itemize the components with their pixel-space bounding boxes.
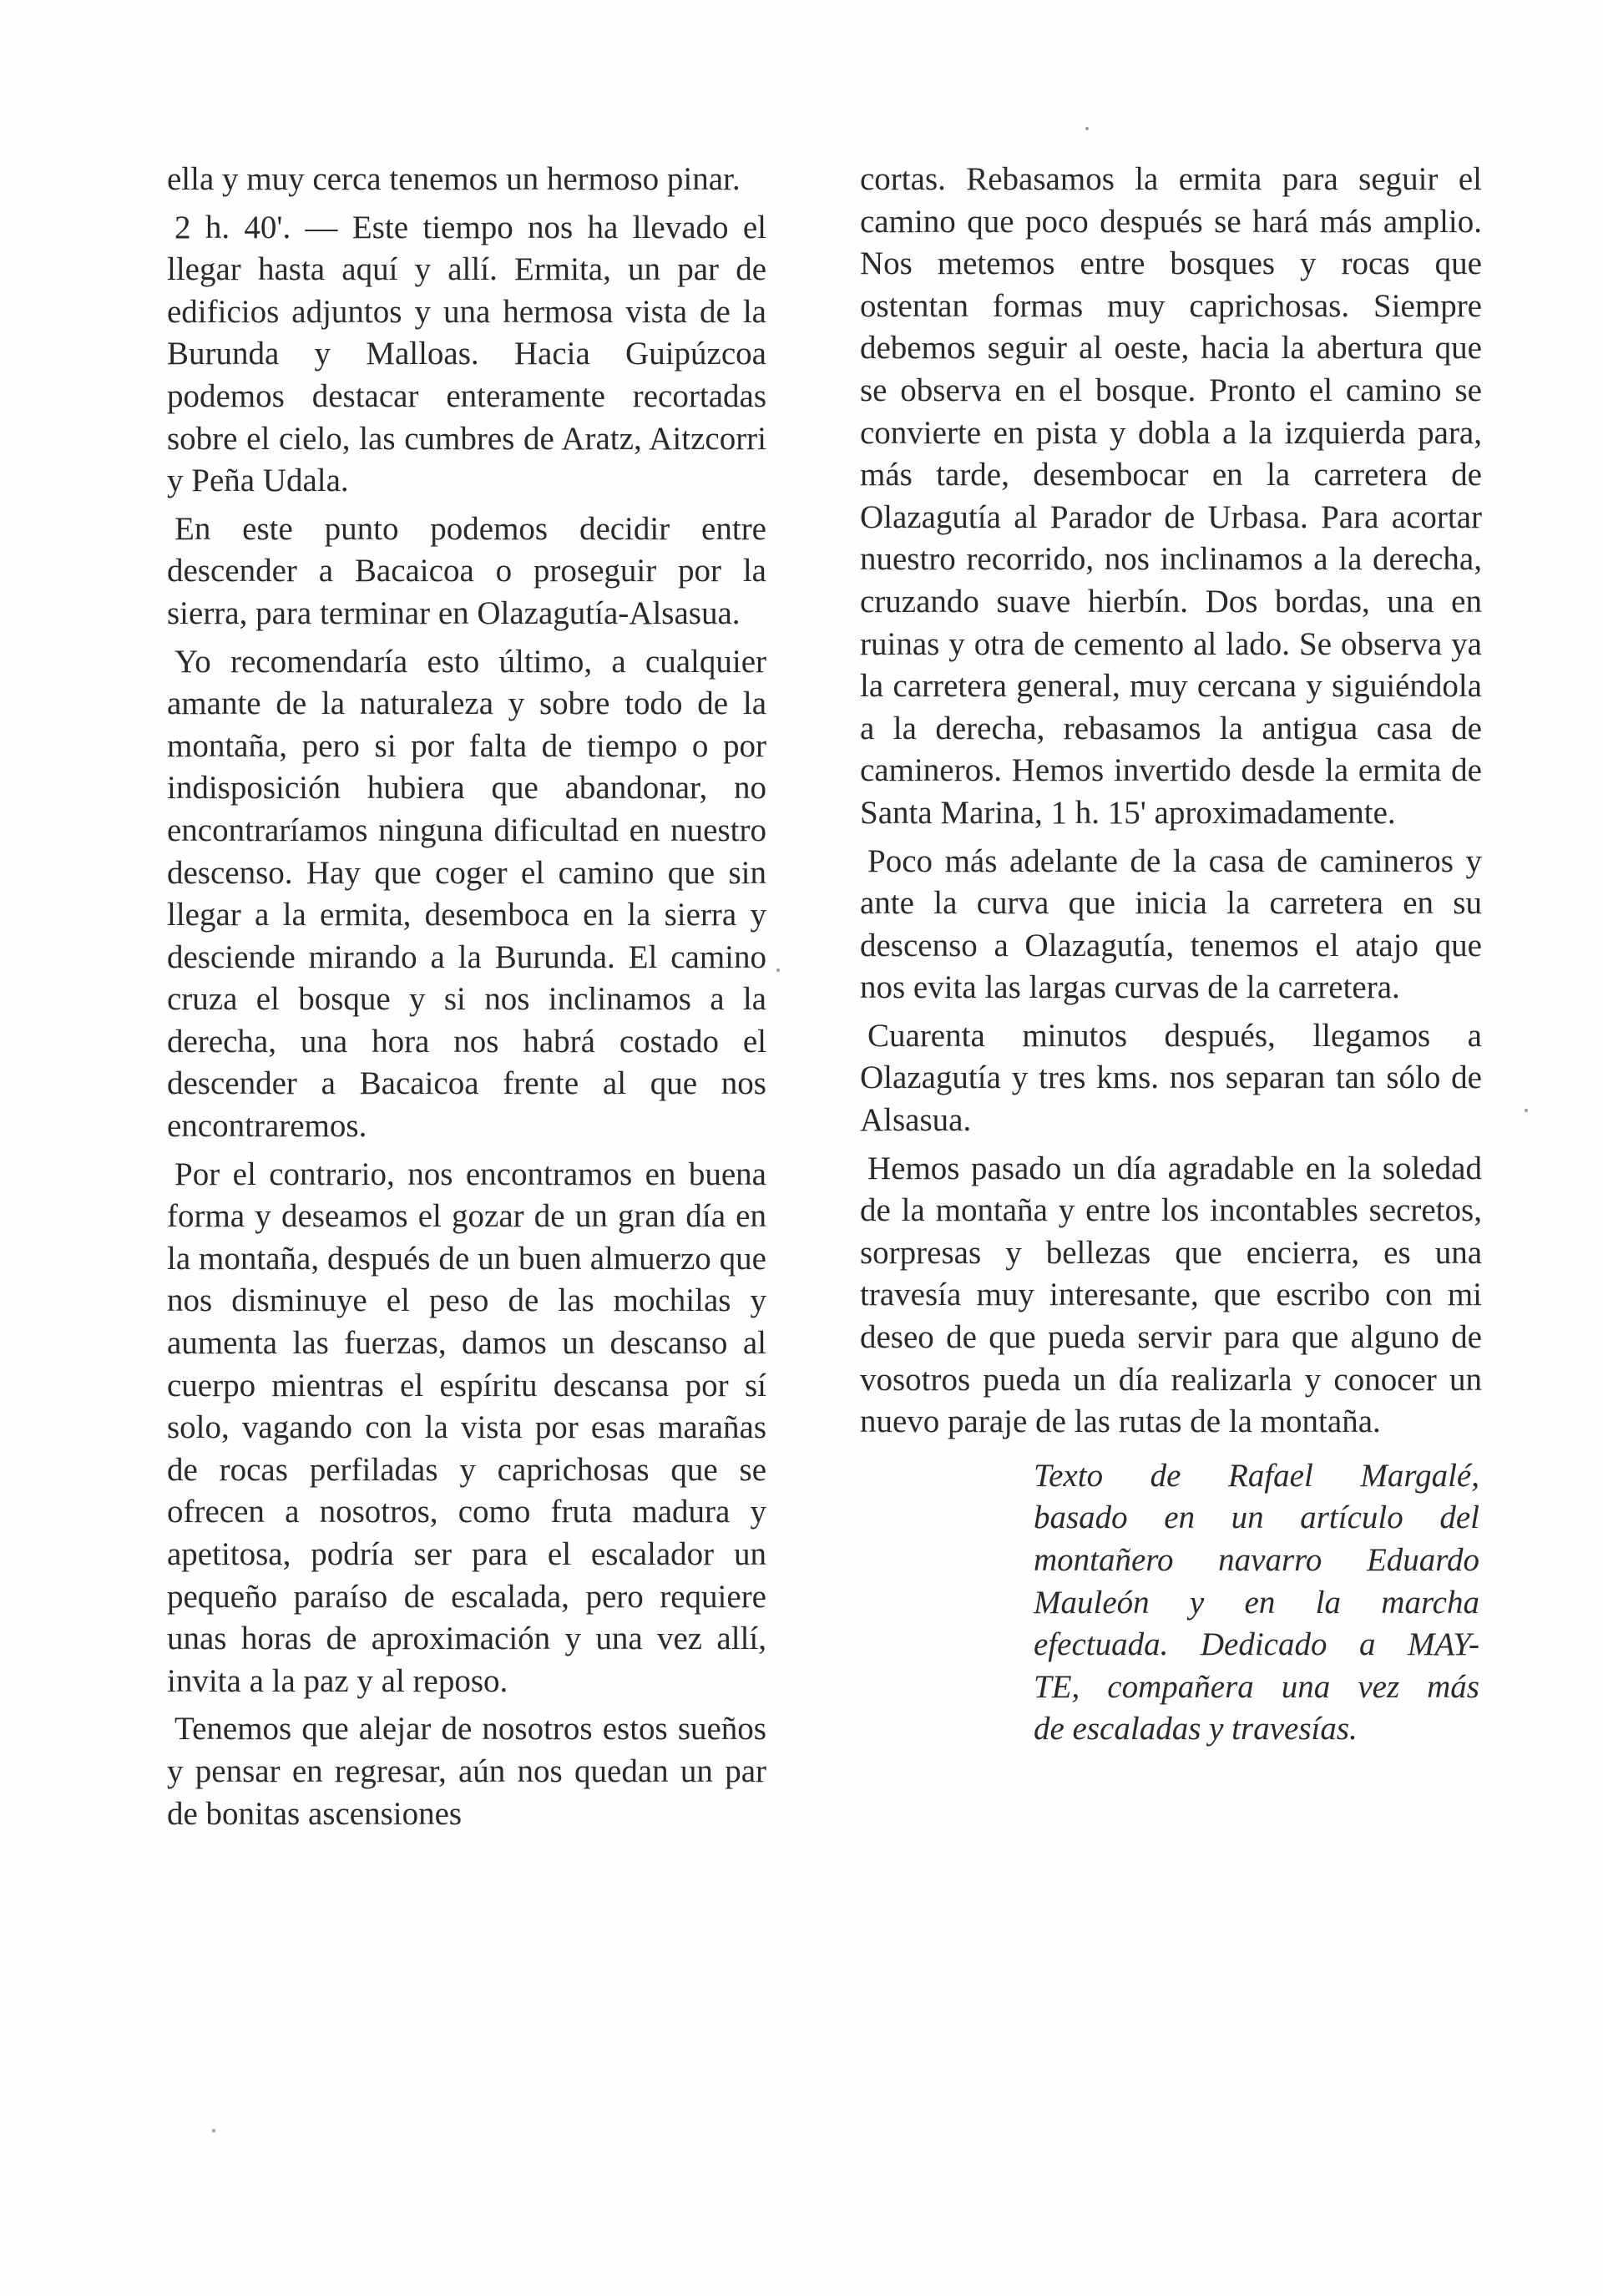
author-signature [1034, 1455, 1479, 1751]
signature-line: Texto de Rafael Margalé, [1034, 1457, 1479, 1494]
paragraph-good-shape: Por el contrario, nos encontramos en buena forma y deseamos el gozar de un gran día en la montaña, después de un buen almuerzo que nos disminuye el peso de las mochilas y aumenta las fuerzas, damos un descanso al cuerpo mientras el espíritu descansa por sí solo, vagando con la vista por esas marañas de rocas perfiladas y caprichosas que se ofrecen a nosotros, como fruta madura y apetitosa, podría ser para el escalador un pequeño paraíso de escalada, pero requiere unas horas de aproximación y una vez allí, invita a la paz y al reposo. [167, 1156, 766, 1699]
signature-line: de escaladas y travesías. [1034, 1711, 1358, 1747]
signature-line: efectuada. Dedicado a MAY- [1034, 1626, 1479, 1663]
signature-line: montañero navarro Eduardo [1034, 1542, 1479, 1578]
paragraph-decision-point: En este punto podemos decidir entre descender a Bacaicoa o proseguir por la sierra, para terminar en Olazagutía-Alsasua. [167, 510, 766, 631]
paragraph-shortcut: Poco más adelante de la casa de camineros y ante la curva que inicia la carretera en su descenso a Olazagutía, tenemos el atajo que nos evita las largas curvas de la carretera. [860, 842, 1482, 1006]
signature-line: TE, compañera una vez más [1034, 1668, 1479, 1705]
paragraph-ermita-time: 2 h. 40'. — Este tiempo nos ha llevado el llegar hasta aquí y allí. Ermita, un par de edificios adjuntos y una hermosa vista de la Burunda y Malloas. Hacia Guipúzcoa podemos destacar enteramente recortadas sobre el cielo, las cumbres de Aratz, Aitzcorri y Peña Udala. [167, 209, 766, 499]
paragraph-closing: Hemos pasado un día agradable en la soledad de la montaña y entre los incontables secretos, sorpresas y bellezas que encierra, es una travesía muy interesante, que escribo con mi deseo de que pueda servir para que alguno de vosotros pueda un día realizarla y conocer un nuevo paraje de las rutas de la montaña. [860, 1150, 1482, 1440]
signature-line: basado en un artículo del [1034, 1499, 1479, 1536]
paper-speck [1085, 127, 1089, 130]
left-column [167, 159, 766, 1841]
paragraph-pinar: ella y muy cerca tenemos un hermoso pinar. [167, 161, 741, 197]
right-column [860, 159, 1482, 1751]
paragraph-arrival: Cuarenta minutos después, llegamos a Olazagutía y tres kms. nos separan tan sólo de Alsasua. [860, 1017, 1482, 1139]
paragraph-return: Tenemos que alejar de nosotros estos sueños y pensar en regresar, aún nos quedan un par de bonitas ascensiones [167, 1711, 766, 1832]
signature-line: Mauleón y en la marcha [1034, 1584, 1479, 1621]
paragraph-recommendation: Yo recomendaría esto último, a cualquier amante de la naturaleza y sobre todo de la montaña, pero si por falta de tiempo o por indisposición hubiera que abandonar, no encontraríamos ninguna dificultad en nuestro descenso. Hay que coger el camino que sin llegar a la ermita, desemboca en la sierra y desciende mirando a la Burunda. El camino cruza el bosque y si nos inclinamos a la derecha, una hora nos habrá costado el descender a Bacaicoa frente al que nos encontraremos. [167, 643, 766, 1145]
paper-speck [1525, 1109, 1528, 1112]
paragraph-route: cortas. Rebasamos la ermita para seguir el camino que poco después se hará más amplio. Nos metemos entre bosques y rocas que ostentan formas muy caprichosas. Siempre debemos seguir al oeste, hacia la abertura que se observa en el bosque. Pronto el camino se convierte en pista y dobla a la izquierda para, más tarde, desembocar en la carretera de Olazagutía al Parador de Urbasa. Para acortar nuestro recorrido, nos inclinamos a la derecha, cruzando suave hierbín. Dos bordas, una en ruinas y otra de cemento al lado. Se observa ya la carretera general, muy cercana y siguiéndola a la derecha, rebasamos la antigua casa de camineros. Hemos invertido desde la ermita de Santa Marina, 1 h. 15' aproximadamente. [860, 161, 1482, 831]
paper-speck [776, 968, 780, 972]
paper-speck [212, 2129, 215, 2132]
